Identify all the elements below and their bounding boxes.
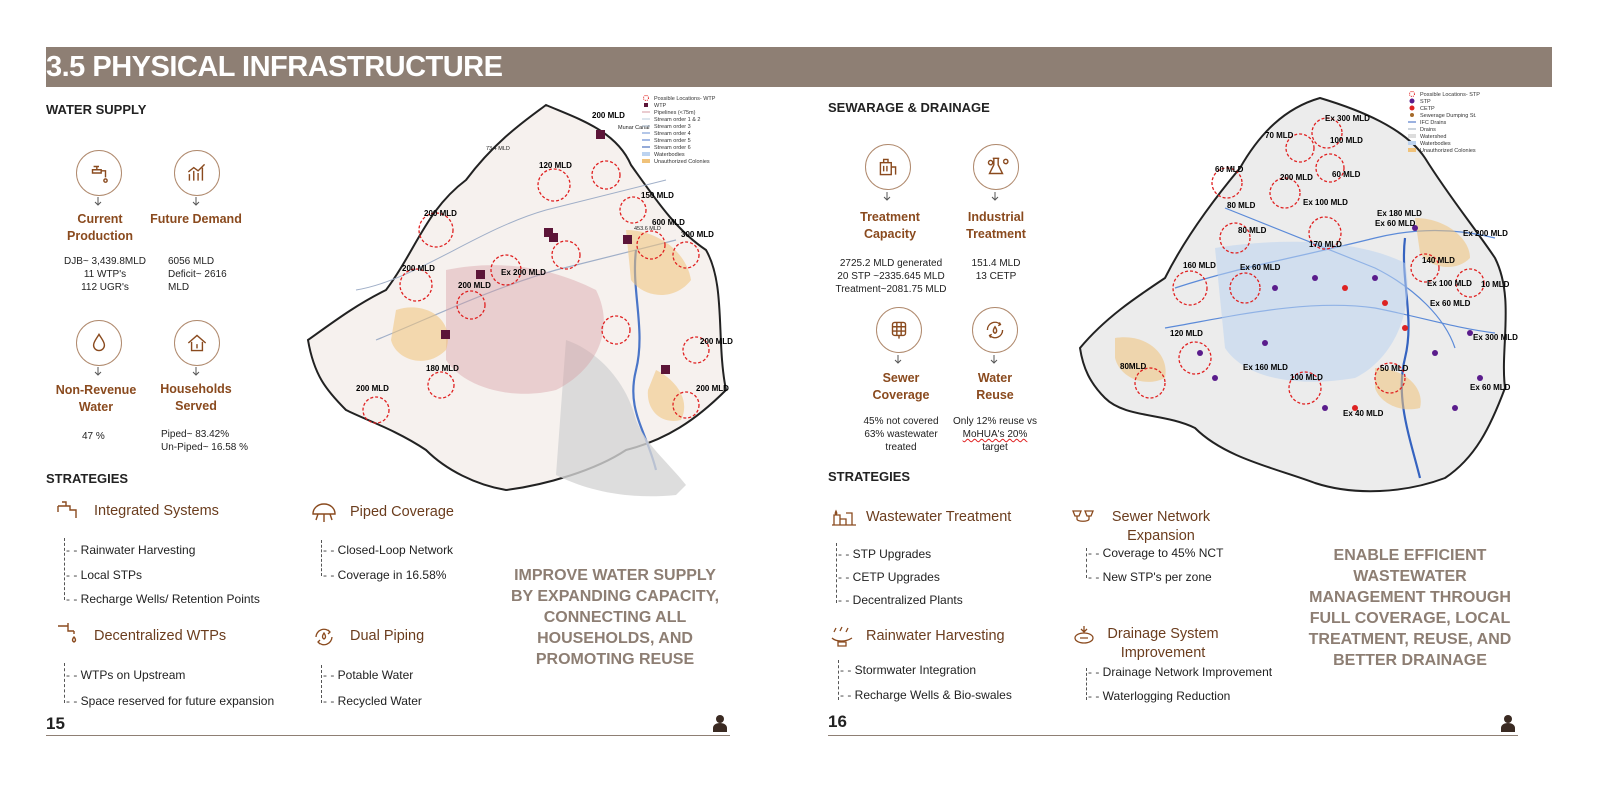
strategy-item: - - Coverage in 16.58% — [323, 568, 447, 582]
map-label: 100 MLD — [1330, 136, 1363, 145]
svg-text:Watershed: Watershed — [1420, 134, 1447, 140]
strategy-item: - - Recharge Wells/ Retention Points — [66, 592, 260, 606]
map-label: 300 MLD — [681, 230, 714, 239]
arrow-down-icon — [893, 355, 903, 365]
strategies-heading: STRATEGIES — [46, 471, 129, 486]
house-pipe-icon — [174, 320, 220, 366]
map-label: 200 MLD — [402, 264, 435, 273]
arrow-down-icon — [191, 367, 201, 377]
strategy-item: - - Recycled Water — [323, 694, 422, 708]
bracket — [64, 538, 65, 600]
map-label: Ex 100 MLD — [1303, 198, 1348, 207]
map-label: 200 MLD — [458, 281, 491, 290]
bracket — [836, 543, 837, 603]
user-icon — [712, 714, 728, 732]
sewerage-slogan: ENABLE EFFICIENT WASTEWATER MANAGEMENT THROUGH FULL COVERAGE, LOCAL TREATMENT, REUSE, AND BETTER DRAINAGE — [1308, 547, 1512, 669]
user-icon — [1500, 714, 1516, 732]
arrow-down-icon — [93, 197, 103, 207]
map-label: 100 MLD — [1290, 373, 1323, 382]
svg-text:Stream order 5: Stream order 5 — [654, 138, 691, 144]
sewer-grid-icon — [876, 307, 922, 353]
map-legend — [1408, 92, 1480, 155]
map-label: 200 MLD — [424, 209, 457, 218]
strategies-heading: STRATEGIES — [828, 469, 911, 484]
strategy-item: - - Decentralized Plants — [838, 593, 963, 607]
growth-chart-icon — [174, 150, 220, 196]
section-water-supply: WATER SUPPLY — [46, 102, 147, 117]
stat-treatment-capacity-title: Treatment Capacity — [860, 210, 920, 241]
stat-households-title: Households Served — [160, 382, 232, 413]
strategy-item: - - Closed-Loop Network — [323, 543, 454, 557]
map-label: 600 MLD — [652, 218, 685, 227]
svg-text:Stream order 4: Stream order 4 — [654, 131, 691, 137]
strategy-item: - - STP Upgrades — [838, 547, 932, 561]
svg-text:Unauthorized Colonies: Unauthorized Colonies — [1420, 148, 1476, 154]
arrow-down-icon — [191, 197, 201, 207]
map-label: Ex 100 MLD — [1427, 279, 1472, 288]
map-small-label: Munar Canal — [618, 125, 650, 131]
map-label: Ex 60 MLD — [1470, 383, 1511, 392]
dual-pipe-icon — [310, 624, 338, 650]
svg-text:Pipelines (<75m): Pipelines (<75m) — [654, 110, 696, 116]
strategy-dual-piping: Dual Piping — [350, 628, 425, 644]
strategy-item: - - Waterlogging Reduction — [1088, 689, 1231, 703]
svg-text:Sewerage Dumping St.: Sewerage Dumping St. — [1420, 113, 1477, 119]
stat-industrial-values: 151.4 MLD 13 CETP — [971, 258, 1021, 282]
pipe-system-icon — [54, 498, 82, 524]
footer-rule-left — [46, 735, 730, 736]
map-label: Ex 60 MLD — [1375, 219, 1416, 228]
map-small-label: 73.4 MLD — [486, 146, 510, 152]
section-sewerage: SEWARAGE & DRAINAGE — [828, 100, 990, 115]
map-label: 200 MLD — [356, 384, 389, 393]
strategy-item: - - Stormwater Integration — [840, 663, 977, 677]
strategy-item: - - Rainwater Harvesting — [66, 543, 196, 557]
svg-text:Stream order 1 & 2: Stream order 1 & 2 — [654, 117, 701, 123]
bracket — [1086, 548, 1087, 578]
map-label: Ex 40 MLD — [1343, 409, 1384, 418]
map-label: Ex 60 MLD — [1430, 299, 1471, 308]
svg-text:Drains: Drains — [1420, 127, 1436, 133]
strategy-item: - - New STP's per zone — [1088, 570, 1212, 584]
treatment-plant-icon — [865, 144, 911, 190]
water-supply-slogan: IMPROVE WATER SUPPLY BY EXPANDING CAPACITY, CONNECTING ALL HOUSEHOLDS, AND PROMOTING REUSE — [510, 567, 720, 668]
map-label: 60 MLD — [1332, 170, 1361, 179]
map-label: 150 MLD — [641, 191, 674, 200]
stat-water-reuse-values: Only 12% reuse vs MoHUA's 20% target — [953, 416, 1037, 453]
stat-non-revenue-values: 47 % — [82, 431, 105, 442]
stat-water-reuse-title: Water Reuse — [976, 371, 1014, 402]
map-label: 80MLD — [1120, 362, 1147, 371]
svg-text:Waterbodies: Waterbodies — [654, 152, 685, 158]
svg-text:Possible Locations- STP: Possible Locations- STP — [1420, 92, 1480, 98]
page-number-right: 16 — [828, 712, 847, 731]
industrial-flask-icon — [973, 144, 1019, 190]
map-label: 80 MLD — [1238, 226, 1267, 235]
strategy-piped-coverage: Piped Coverage — [350, 504, 454, 520]
sewerage-map — [1075, 88, 1525, 498]
stat-current-production-values: DJB~ 3,439.8MLD 11 WTP's 112 UGR's — [64, 256, 146, 293]
svg-text:Stream order 6: Stream order 6 — [654, 145, 691, 151]
map-label: 140 MLD — [1422, 256, 1455, 265]
wastewater-plant-icon — [830, 505, 858, 531]
map-label: 200 MLD — [1280, 173, 1313, 182]
svg-text:WTP: WTP — [654, 103, 667, 109]
water-supply-map — [296, 90, 741, 505]
map-label: 160 MLD — [1183, 261, 1216, 270]
map-label: Ex 300 MLD — [1325, 114, 1370, 123]
map-label: Ex 200 MLD — [501, 268, 546, 277]
stat-non-revenue-title: Non-Revenue Water — [55, 383, 137, 414]
map-label: 200 MLD — [592, 111, 625, 120]
stat-sewer-coverage-title: Sewer Coverage — [872, 371, 930, 402]
strategy-sewer-network: Sewer Network Expansion — [1111, 509, 1211, 544]
strategy-rainwater-harvesting: Rainwater Harvesting — [866, 628, 1005, 644]
svg-text:STP: STP — [1420, 99, 1431, 105]
map-label: Ex 300 MLD — [1473, 333, 1518, 342]
drainage-icon — [1070, 622, 1098, 648]
map-label: 170 MLD — [1309, 240, 1342, 249]
water-recycle-icon — [972, 307, 1018, 353]
map-label: 200 MLD — [696, 384, 729, 393]
bracket — [1086, 668, 1087, 700]
strategy-item: - - Space reserved for future expansion — [66, 694, 275, 708]
stat-sewer-coverage-values: 45% not covered 63% wastewater treated — [863, 416, 939, 453]
arrow-down-icon — [882, 192, 892, 202]
strategy-item: - - CETP Upgrades — [838, 570, 940, 584]
map-label: 200 MLD — [700, 337, 733, 346]
footer-rule-right — [828, 735, 1518, 736]
map-label: 120 MLD — [1170, 329, 1203, 338]
sewer-network-icon — [1070, 505, 1098, 531]
rain-harvest-icon — [828, 624, 856, 650]
map-label: 10 MLD — [1481, 280, 1510, 289]
strategy-item: - - Recharge Wells & Bio-swales — [840, 688, 1012, 702]
arrow-down-icon — [990, 192, 1000, 202]
map-label: Ex 200 MLD — [1463, 229, 1508, 238]
bracket — [321, 665, 322, 703]
map-label: 80 MLD — [1227, 201, 1256, 210]
decentralized-tap-icon — [54, 620, 82, 646]
map-label: Ex 60 MLD — [1240, 263, 1281, 272]
svg-text:Waterbodies: Waterbodies — [1420, 141, 1451, 147]
water-tap-icon — [76, 150, 122, 196]
svg-text:Possible Locations- WTP: Possible Locations- WTP — [654, 96, 716, 102]
map-label: Ex 180 MLD — [1377, 209, 1422, 218]
bracket — [64, 663, 65, 703]
stat-industrial-title: Industrial Treatment — [966, 210, 1026, 241]
water-drop-icon — [76, 320, 122, 366]
map-label: 180 MLD — [426, 364, 459, 373]
stat-households-values: Piped~ 83.42% Un-Piped~ 16.58 % — [161, 429, 249, 453]
map-small-label: 453.6 MLD — [634, 226, 661, 232]
strategy-item: - - Drainage Network Improvement — [1088, 665, 1273, 679]
strategy-item: - - Coverage to 45% NCT — [1088, 546, 1224, 560]
map-label: 60 MLD — [1215, 165, 1244, 174]
map-legend — [642, 96, 716, 166]
bracket — [838, 660, 839, 700]
stat-treatment-capacity-values: 2725.2 MLD generated 20 STP ~2335.645 MLD Treatment~2081.75 MLD — [835, 258, 947, 295]
map-label: Ex 160 MLD — [1243, 363, 1288, 372]
bracket — [321, 540, 322, 576]
stat-future-demand-title: Future Demand — [150, 212, 242, 226]
strategy-item: - - Potable Water — [323, 668, 414, 682]
map-label: 70 MLD — [1265, 131, 1294, 140]
page-title: 3.5 PHYSICAL INFRASTRUCTURE — [46, 51, 503, 83]
arrow-down-icon — [989, 355, 999, 365]
strategy-item: - - WTPs on Upstream — [66, 668, 186, 682]
page-number-left: 15 — [46, 714, 65, 733]
stat-future-demand-values: 6056 MLD Deficit~ 2616 MLD — [168, 256, 227, 293]
piped-coverage-icon — [310, 500, 338, 526]
map-label: 50 MLD — [1380, 364, 1409, 373]
arrow-down-icon — [93, 367, 103, 377]
stat-current-production-title: Current Production — [67, 212, 133, 243]
strategy-integrated-systems: Integrated Systems — [94, 503, 219, 519]
svg-text:Stream order 3: Stream order 3 — [654, 124, 691, 130]
strategy-wastewater-treatment: Wastewater Treatment — [866, 509, 1012, 525]
svg-text:CETP: CETP — [1420, 106, 1435, 112]
svg-text:IFC Drains: IFC Drains — [1420, 120, 1447, 126]
strategy-decentralized-wtps: Decentralized WTPs — [94, 628, 227, 644]
strategy-drainage-system: Drainage System Improvement — [1107, 626, 1219, 661]
strategy-item: - - Local STPs — [66, 568, 143, 582]
svg-text:Unauthorized Colonies: Unauthorized Colonies — [654, 159, 710, 165]
map-label: 120 MLD — [539, 161, 572, 170]
